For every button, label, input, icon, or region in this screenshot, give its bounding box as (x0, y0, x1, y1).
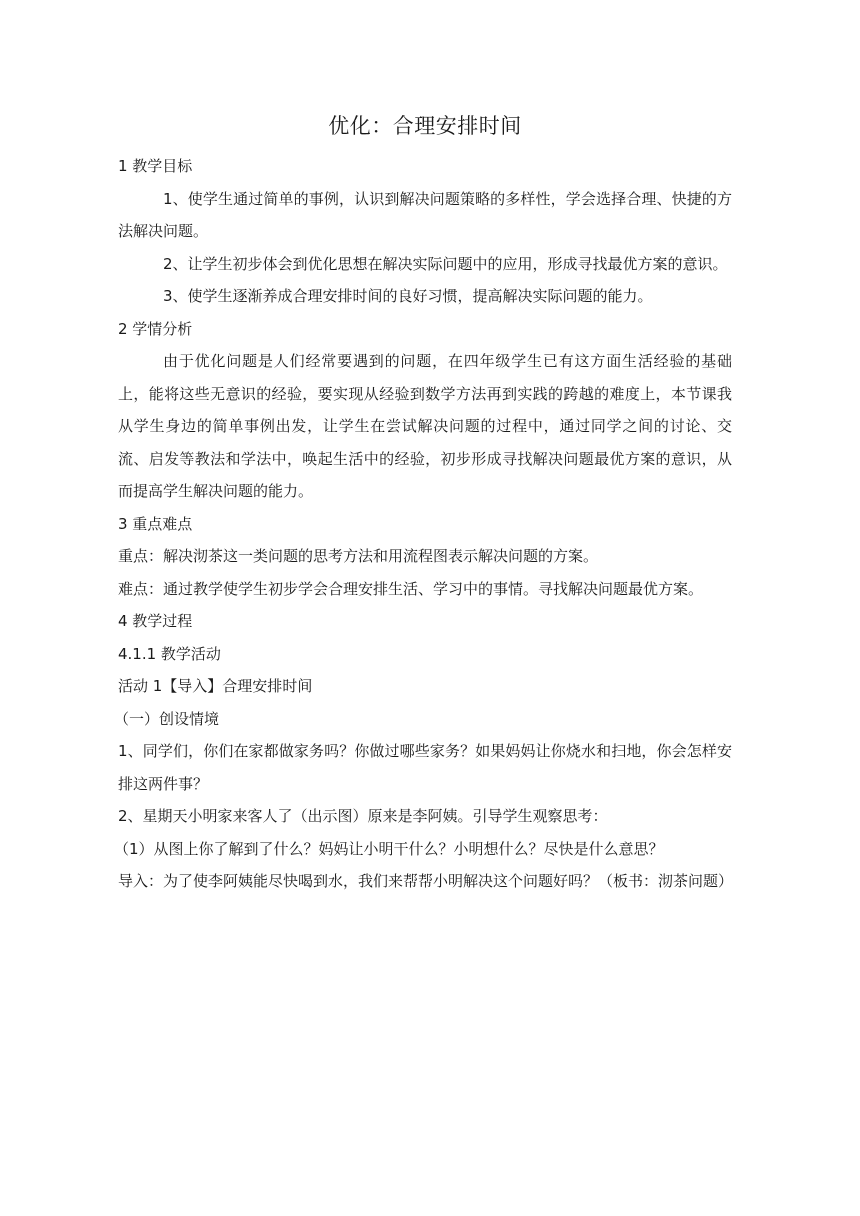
goal-item-3: 3、使学生逐渐养成合理安排时间的良好习惯，提高解决实际问题的能力。 (163, 287, 653, 305)
goal-item-1: 1、使学生通过简单的事例，认识到解决问题策略的多样性，学会选择合理、快捷的方法解决问题。 (118, 189, 732, 240)
sub-heading-activities: 4.1.1 教学活动 (118, 644, 221, 663)
goal-item-2: 2、让学生初步体会到优化思想在解决实际问题中的应用，形成寻找最优方案的意识。 (163, 254, 728, 273)
process-line-1: 1、同学们，你们在家都做家务吗？你做过哪些家务？如果妈妈让你烧水和扫地，你会怎样安排这两件事？ (118, 742, 732, 793)
process-line-4: 导入：为了使李阿姨能尽快喝到水，我们来帮帮小明解决这个问题好吗？（板书：沏茶问题） (118, 872, 734, 890)
activity-title: 活动 1【导入】合理安排时间 (118, 677, 313, 695)
document-page (114, 108, 734, 898)
section-heading-key-points: 3 重点难点 (118, 514, 193, 533)
section-heading-process: 4 教学过程 (118, 612, 193, 630)
process-line-3: （1）从图上你了解到了什么？妈妈让小明干什么？小明想什么？尽快是什么意思？ (114, 839, 664, 858)
step-title: （一）创设情境 (114, 709, 220, 728)
section-heading-goals: 1 教学目标 (118, 157, 193, 175)
difficulty-paragraph: 难点：通过教学使学生初步学会合理安排生活、学习中的事情。寻找解决问题最优方案。 (118, 579, 704, 598)
document-title: 优化：合理安排时间 (328, 114, 522, 138)
analysis-paragraph: 由于优化问题是人们经常要遇到的问题，在四年级学生已有这方面生活经验的基础上，能将这些无意识的经验，要实现从经验到数学方法再到实践的跨越的难度上，本节课我从学生身边的简单事例出发，让学生在尝试解决问题的过程中，通过同学之间的讨论、交流、启发等教法和学法中，唤起生活中的经验，初步形成寻找解决问题最优方案的意识，从而提高学生解决问题的能力。 (118, 352, 732, 500)
section-heading-analysis: 2 学情分析 (118, 319, 193, 338)
key-point-paragraph: 重点：解决沏茶这一类问题的思考方法和用流程图表示解决问题的方案。 (118, 547, 599, 565)
process-line-2: 2、星期天小明家来客人了（出示图）原来是李阿姨。引导学生观察思考： (118, 807, 608, 825)
